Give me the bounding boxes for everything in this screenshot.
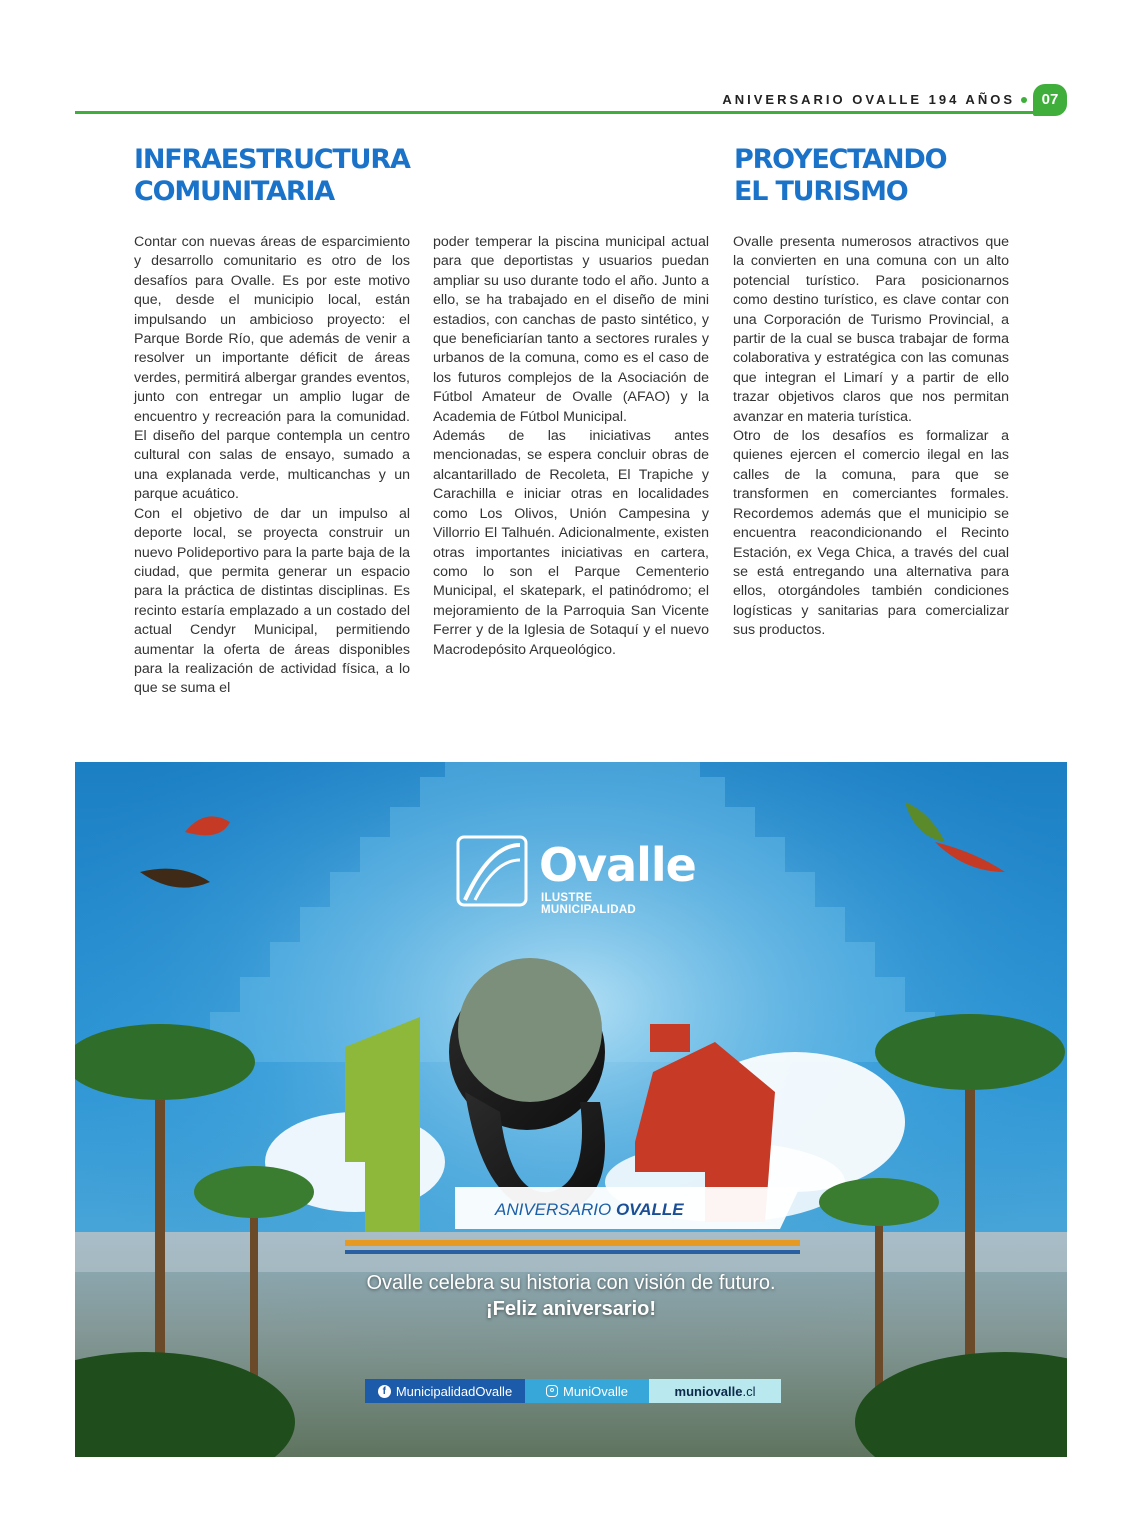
slogan-line-2: ¡Feliz aniversario! — [485, 1298, 657, 1320]
ribbon-stripe — [345, 1240, 800, 1246]
ribbon-stripe — [345, 1250, 800, 1254]
paragraph: Ovalle presenta numerosos atractivos que la convierten en una comuna con un alto potencial turístico. Para posicionarnos como destino turístico, es clave contar con una Corporación de Turismo Provincial, a partir de la cual se busca trabajar de forma colaborativa y estratégica con las comunas que integran el Limarí y a partir de ello trazar objetivos claros que nos permitan avanzar en materia turística. — [733, 234, 1009, 425]
title-line-2: COMUNITARIA — [134, 176, 334, 207]
header-title: ANIVERSARIO OVALLE 194 AÑOS — [722, 92, 1015, 107]
paragraph: Con el objetivo de dar un impulso al deporte local, se proyecta construir un nuevo Polideportivo para la parte baja de la ciudad, que permita generar un espacio para la práctica de distintas disciplinas. Es recinto estaría emplazado a un costado del actual Cendyr Municipal, permitiendo aumentar la oferta de áreas disponibles para la realización de actividad física, a lo que se suma el — [134, 505, 410, 697]
instagram-link[interactable] — [525, 1379, 649, 1403]
article-column-3 — [733, 233, 1009, 641]
section-title-infraestructura — [134, 144, 410, 208]
instagram-handle: MuniOvalle — [562, 1383, 629, 1399]
slogan-line-1: Ovalle celebra su historia con visión de futuro. — [366, 1272, 776, 1294]
page-header — [75, 78, 1067, 118]
header-rule — [75, 111, 1035, 114]
page-number-badge: 07 — [1033, 84, 1067, 116]
website-tld: .cl — [742, 1383, 756, 1399]
logo-wordmark: Ovalle — [539, 838, 696, 892]
palm-leaves — [875, 1014, 1065, 1090]
article-column-2 — [433, 233, 709, 660]
facebook-icon: f — [378, 1385, 391, 1398]
facebook-link[interactable] — [365, 1379, 525, 1403]
ribbon-prefix: ANIVERSARIO — [495, 1200, 612, 1219]
article-column-1 — [134, 233, 410, 699]
social-links-bar — [365, 1379, 781, 1403]
pattern-block — [650, 1024, 690, 1052]
anniversary-advertisement — [75, 762, 1067, 1457]
website-link[interactable] — [649, 1379, 781, 1403]
title-line-1: PROYECTANDO — [734, 144, 947, 175]
section-title-turismo — [734, 144, 946, 208]
logo-subtitle: ILUSTRE MUNICIPALIDAD — [541, 892, 637, 916]
palm-leaves — [194, 1166, 314, 1218]
title-line-1: INFRAESTRUCTURA — [134, 144, 410, 175]
instagram-icon: o — [546, 1385, 558, 1397]
ribbon-label — [495, 1200, 684, 1220]
website-name: muniovalle — [674, 1383, 743, 1399]
header-dot — [1021, 97, 1027, 103]
ribbon-bold: OVALLE — [615, 1200, 684, 1219]
paragraph: Contar con nuevas áreas de esparcimiento y desarrollo comunitario es otro de los desafíos para Ovalle. Es por este motivo que, desde el municipio local, están impulsando un ambicioso proyecto: el Parque Borde Río, que además de venir a resolver un importante déficit de áreas verdes, permitirá albergar grandes eventos, junto con entregar un amplio lugar de encuentro y recreación para la comunidad. El diseño del parque contempla un centro cultural con salas de ensayo, sumado a una explanada verde, multicanchas y un parque acuático. — [134, 234, 410, 503]
city-photo-circle — [458, 958, 602, 1102]
palm-leaves — [819, 1178, 939, 1226]
paragraph: Además de las iniciativas antes mencionadas, se espera concluir obras de alcantarillado de Recoleta, El Trapiche y Carachilla e iniciar otras en localidades como Los Olivos, Unión Campesina y Villorrio El Talhuén. Adicionalmente, existen otras importantes iniciativas en cartera, como lo son el Parque Cementerio Municipal, el skatepark, el patinódromo; el mejoramiento de la Parroquia San Vicente Ferrer y de la Iglesia de Sotaquí y el nuevo Macrodepósito Arqueológico. — [433, 428, 709, 658]
paragraph: poder temperar la piscina municipal actual para que deportistas y usuarios puedan ampliar su uso durante todo el año. Junto a ello, se ha trabajado en el diseño de mini estadios, con canchas de pasto sintético, y que beneficiarían tanto a sectores rurales y urbanos de la comuna, como es el caso de los futuros complejos de la Asociación de Fútbol Amateur de Ovalle (AFAO) y la Academia de Fútbol Municipal. — [433, 234, 709, 425]
ovalle-logo — [455, 830, 696, 916]
paragraph: Otro de los desafíos es formalizar a quienes ejercen el comercio ilegal en las calles de la comuna, para que se transformen en comerciantes formales. Recordemos además que el municipio se encuentra reacondicionando el Recinto Estación, ex Vega Chica, a través del cual se está entregando una alternativa para ellos, otorgándoles también condiciones logísticas y sanitarias para comercializar sus productos. — [733, 428, 1009, 639]
facebook-handle: MunicipalidadOvalle — [395, 1383, 513, 1399]
title-line-2: EL TURISMO — [734, 176, 908, 207]
